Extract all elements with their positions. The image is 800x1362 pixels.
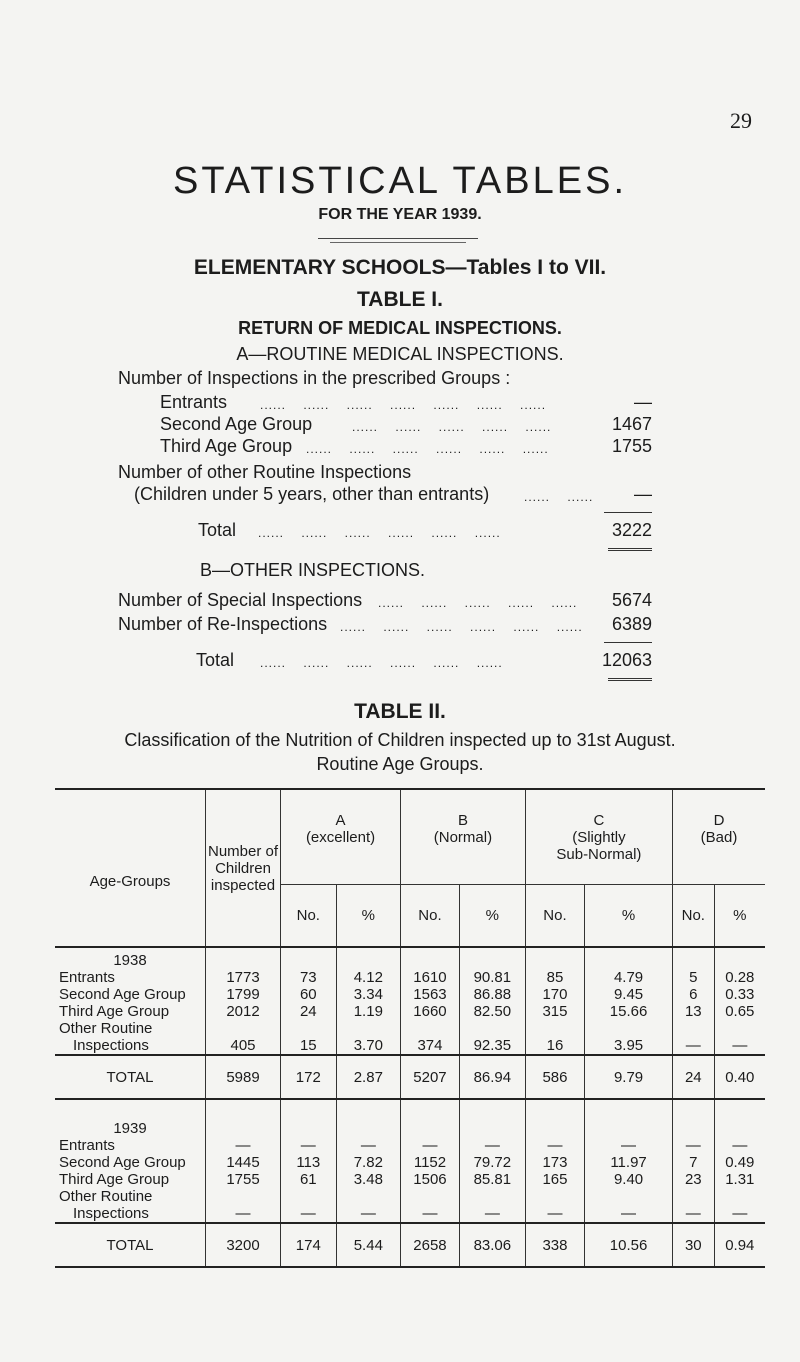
table-cell: 173: [525, 1154, 584, 1171]
other-label-1: Number of other Routine Inspections: [118, 462, 412, 482]
empty-cell: [585, 947, 673, 969]
table1-row-entrants: [0, 392, 800, 416]
total-cell: 586: [525, 1055, 584, 1099]
table-cell: —: [401, 1188, 460, 1223]
table-cell: 374: [401, 1020, 460, 1055]
year-label: 1939: [113, 1120, 147, 1137]
table-cell: 86.88: [459, 986, 525, 1003]
empty-cell: [459, 947, 525, 969]
table-cell: —: [714, 1020, 765, 1055]
empty-cell: [585, 1099, 673, 1137]
total-row: [55, 1223, 765, 1267]
divider: [330, 242, 466, 243]
table-cell: —: [401, 1137, 460, 1154]
year-row: [55, 1099, 765, 1137]
table-cell: 24: [281, 1003, 337, 1020]
leader-dots: ...... ...... ...... ...... ......: [378, 596, 578, 610]
table-cell: 1563: [401, 986, 460, 1003]
table1-row-btotal: [0, 650, 800, 674]
row-label: Number of Re-Inspections: [118, 614, 328, 634]
sum-rule: [604, 512, 652, 513]
table1-heading: TABLE I.: [357, 288, 443, 311]
table-row: [55, 1154, 765, 1171]
leader-dots: ...... ......: [524, 490, 594, 504]
row-value: 1467: [611, 414, 652, 434]
table-cell: —: [336, 1137, 401, 1154]
table1-row-second: [0, 414, 800, 438]
total-cell: 2.87: [336, 1055, 401, 1099]
year-row: [55, 947, 765, 969]
table-cell: 23: [672, 1171, 714, 1188]
table-cell: 315: [525, 1003, 584, 1020]
total-cell: 5207: [401, 1055, 460, 1099]
empty-cell: [206, 947, 281, 969]
row-value: 6389: [611, 614, 652, 634]
section-b-title: B—OTHER INSPECTIONS.: [200, 560, 426, 580]
table-cell: 1152: [401, 1154, 460, 1171]
table-cell: 0.65: [714, 1003, 765, 1020]
table-cell: 60: [281, 986, 337, 1003]
table-row: [55, 1003, 765, 1020]
empty-cell: [281, 947, 337, 969]
leader-dots: ...... ...... ...... ...... ...... ......: [258, 526, 501, 540]
table-cell: 3.95: [585, 1020, 673, 1055]
sub-pct: %: [714, 885, 765, 947]
empty-cell: [672, 1099, 714, 1137]
total-cell: 86.94: [459, 1055, 525, 1099]
row-label: Third Age Group: [160, 436, 293, 456]
nutrition-table: [55, 788, 765, 1268]
table-cell: 4.12: [336, 969, 401, 986]
group-b-header: B (Normal): [401, 789, 526, 885]
total-row: [55, 1055, 765, 1099]
leader-dots: ...... ...... ...... ...... ...... ......: [340, 620, 583, 634]
table-cell: 170: [525, 986, 584, 1003]
table-cell: —: [281, 1137, 337, 1154]
row-label: Total: [198, 520, 237, 540]
total-cell: 3200: [206, 1223, 281, 1267]
table-cell: 1.19: [336, 1003, 401, 1020]
table1-row-reinspections: [0, 614, 800, 638]
table-row: [55, 1137, 765, 1154]
groups-label: Number of Inspections in the prescribed Groups :: [118, 368, 511, 388]
table-cell: —: [459, 1137, 525, 1154]
empty-cell: [459, 1099, 525, 1137]
table-cell: 61: [281, 1171, 337, 1188]
table-cell: 0.49: [714, 1154, 765, 1171]
table-cell: 3.48: [336, 1171, 401, 1188]
table-cell: 7.82: [336, 1154, 401, 1171]
table-cell: 1799: [206, 986, 281, 1003]
total-cell: 2658: [401, 1223, 460, 1267]
empty-cell: [401, 947, 460, 969]
total-cell: 172: [281, 1055, 337, 1099]
table-cell: —: [672, 1188, 714, 1223]
year-label: 1938: [113, 952, 147, 969]
total-cell: 10.56: [585, 1223, 673, 1267]
sub-pct: %: [459, 885, 525, 947]
total-label: TOTAL: [106, 1236, 154, 1254]
group-a-header: A (excellent): [281, 789, 401, 885]
table-cell: —: [714, 1137, 765, 1154]
row-label: Entrants: [160, 392, 228, 412]
table-cell: —: [672, 1137, 714, 1154]
table-cell: 90.81: [459, 969, 525, 986]
table1-row-third: [0, 436, 800, 460]
empty-cell: [525, 1099, 584, 1137]
table-cell: 3.34: [336, 986, 401, 1003]
empty-cell: [281, 1099, 337, 1137]
table2-heading-visible: TABLE II.: [354, 700, 446, 723]
table-cell: —: [206, 1188, 281, 1223]
table-cell: 1610: [401, 969, 460, 986]
row-label: Other Routine Inspections: [59, 1188, 153, 1222]
table-cell: 5: [672, 969, 714, 986]
table-cell: 1445: [206, 1154, 281, 1171]
total-cell: 0.40: [714, 1055, 765, 1099]
empty-cell: [401, 1099, 460, 1137]
empty-cell: [672, 947, 714, 969]
section-heading: ELEMENTARY SCHOOLS—Tables I to VII.: [193, 256, 607, 279]
table-cell: 2012: [206, 1003, 281, 1020]
page-number: 29: [730, 108, 752, 133]
total-label: TOTAL: [106, 1068, 154, 1086]
table-cell: 82.50: [459, 1003, 525, 1020]
table2-caption-2: Routine Age Groups.: [316, 754, 484, 774]
table-cell: 0.28: [714, 969, 765, 986]
col-age-groups: Age-Groups: [89, 873, 171, 890]
row-value: 1755: [611, 436, 652, 456]
row-label: Entrants: [59, 1137, 115, 1154]
table-cell: 15: [281, 1020, 337, 1055]
row-label: Third Age Group: [59, 1171, 170, 1188]
group-d-header: D (Bad): [672, 789, 765, 885]
table-cell: 0.33: [714, 986, 765, 1003]
table-cell: —: [672, 1020, 714, 1055]
leader-dots: ...... ...... ...... ...... ...... ......: [306, 442, 549, 456]
table-cell: 9.45: [585, 986, 673, 1003]
row-label: Second Age Group: [160, 414, 313, 434]
table-header-row: [55, 789, 765, 885]
sub-no: No.: [525, 885, 584, 947]
table-cell: 11.97: [585, 1154, 673, 1171]
table1-row-other: [0, 484, 800, 508]
row-label: Other Routine Inspections: [59, 1020, 153, 1054]
table-row: [55, 1020, 765, 1055]
row-label: Total: [196, 650, 235, 670]
table-cell: 15.66: [585, 1003, 673, 1020]
table-cell: —: [281, 1188, 337, 1223]
table-cell: 79.72: [459, 1154, 525, 1171]
table-cell: —: [585, 1188, 673, 1223]
table-cell: —: [525, 1188, 584, 1223]
page-subtitle: FOR THE YEAR 1939.: [318, 206, 482, 223]
section-a-title: A—ROUTINE MEDICAL INSPECTIONS.: [236, 344, 564, 364]
table-cell: 16: [525, 1020, 584, 1055]
sub-no: No.: [672, 885, 714, 947]
table-cell: —: [459, 1188, 525, 1223]
table-cell: 85.81: [459, 1171, 525, 1188]
table1-row-total: [0, 520, 800, 544]
table1-row-special: [0, 590, 800, 614]
table-cell: 9.40: [585, 1171, 673, 1188]
empty-cell: [714, 947, 765, 969]
table-row: [55, 986, 765, 1003]
row-value: 5674: [611, 590, 652, 610]
col-number-inspected: Number of Children inspected: [206, 789, 281, 947]
sub-pct: %: [336, 885, 401, 947]
empty-cell: [336, 947, 401, 969]
sum-rule: [604, 642, 652, 643]
table-cell: 7: [672, 1154, 714, 1171]
total-cell: 338: [525, 1223, 584, 1267]
table-cell: 92.35: [459, 1020, 525, 1055]
table-cell: —: [714, 1188, 765, 1223]
row-label: Number of Special Inspections: [118, 590, 363, 610]
leader-dots: ...... ...... ...... ...... ......: [352, 420, 552, 434]
table-cell: 1660: [401, 1003, 460, 1020]
row-value: 12063: [601, 650, 652, 670]
table-row: [55, 969, 765, 986]
table-cell: 1773: [206, 969, 281, 986]
leader-dots: ...... ...... ...... ...... ...... ...... ......: [260, 398, 547, 412]
table2-caption-1: Classification of the Nutrition of Children inspected up to 31st August.: [124, 730, 676, 750]
divider: [318, 238, 478, 239]
table-row: [55, 1171, 765, 1188]
total-cell: 5989: [206, 1055, 281, 1099]
table-cell: —: [336, 1188, 401, 1223]
group-c-header: C (Slightly Sub-Normal): [525, 789, 672, 885]
empty-cell: [714, 1099, 765, 1137]
empty-cell: [336, 1099, 401, 1137]
total-cell: 174: [281, 1223, 337, 1267]
table-row: [55, 1188, 765, 1223]
table-cell: 3.70: [336, 1020, 401, 1055]
table-cell: 1506: [401, 1171, 460, 1188]
total-cell: 30: [672, 1223, 714, 1267]
table-cell: —: [585, 1137, 673, 1154]
table-cell: 1.31: [714, 1171, 765, 1188]
total-cell: 83.06: [459, 1223, 525, 1267]
table-cell: 4.79: [585, 969, 673, 986]
sub-pct: %: [585, 885, 673, 947]
total-cell: 9.79: [585, 1055, 673, 1099]
table-cell: —: [206, 1137, 281, 1154]
total-cell: 24: [672, 1055, 714, 1099]
sub-no: No.: [281, 885, 337, 947]
row-value: —: [634, 392, 652, 412]
row-value: —: [634, 484, 652, 504]
table-cell: 405: [206, 1020, 281, 1055]
table-cell: 6: [672, 986, 714, 1003]
table-cell: 73: [281, 969, 337, 986]
total-cell: 5.44: [336, 1223, 401, 1267]
table-cell: 13: [672, 1003, 714, 1020]
row-label: Second Age Group: [59, 1154, 186, 1171]
table-cell: 165: [525, 1171, 584, 1188]
total-cell: 0.94: [714, 1223, 765, 1267]
table-cell: —: [525, 1137, 584, 1154]
leader-dots: ...... ...... ...... ...... ...... ......: [260, 656, 503, 670]
empty-cell: [206, 1099, 281, 1137]
table-cell: 85: [525, 969, 584, 986]
table1-subheading: RETURN OF MEDICAL INSPECTIONS.: [238, 318, 562, 338]
sub-no: No.: [401, 885, 460, 947]
row-label: (Children under 5 years, other than entrants): [134, 484, 490, 504]
row-label: Second Age Group: [59, 986, 186, 1003]
row-label: Entrants: [59, 969, 115, 986]
total-rule: [608, 548, 652, 551]
row-value: 3222: [611, 520, 652, 540]
table-cell: 1755: [206, 1171, 281, 1188]
total-rule: [608, 678, 652, 681]
row-label: Third Age Group: [59, 1003, 170, 1020]
page-title: STATISTICAL TABLES.: [173, 160, 627, 202]
table-cell: 113: [281, 1154, 337, 1171]
empty-cell: [525, 947, 584, 969]
